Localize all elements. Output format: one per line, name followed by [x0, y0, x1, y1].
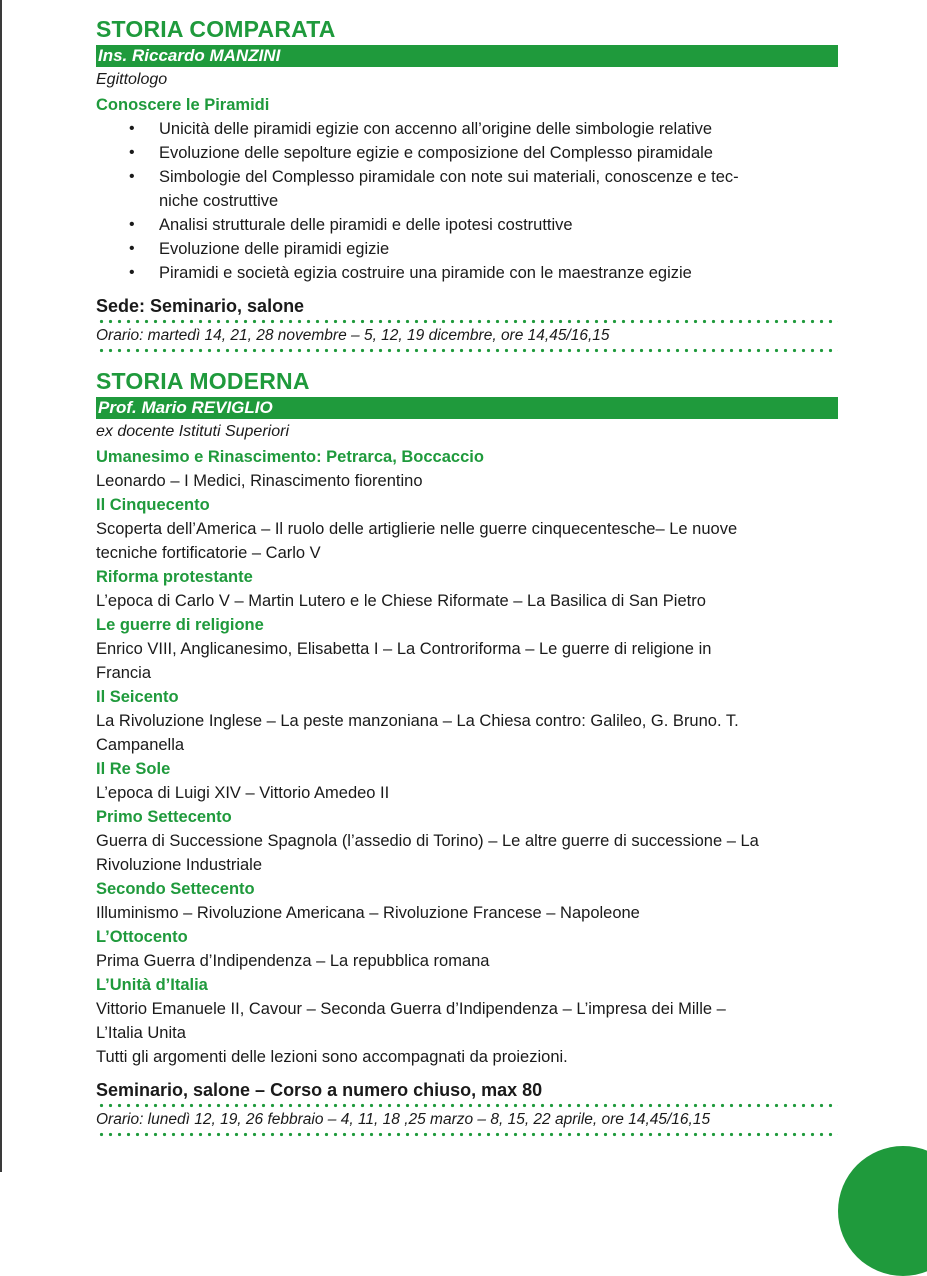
bullet-item: • Simbologie del Complesso piramidale con note sui materiali, conoscenze e tec- — [96, 165, 838, 189]
topic-heading: Il Seicento — [96, 688, 179, 706]
topic-block — [96, 877, 838, 925]
topic-text: L’epoca di Luigi XIV – Vittorio Amedeo II — [96, 784, 390, 802]
topic-block — [96, 805, 838, 877]
topic-text: Guerra di Successione Spagnola (l’assedio di Torino) – Le altre guerre di successione – La — [96, 832, 759, 850]
topic-text: Enrico VIII, Anglicanesimo, Elisabetta I – La Controriforma – Le guerre di religione in — [96, 640, 712, 658]
topic-text: Campanella — [96, 736, 185, 754]
topic-heading: L’Unità d’Italia — [96, 976, 208, 994]
topic-text: tecniche fortificatorie – Carlo V — [96, 544, 321, 562]
topic-text: L’Italia Unita — [96, 1024, 186, 1042]
topic-heading: Il Cinquecento — [96, 496, 210, 514]
section-title: STORIA MODERNA — [96, 368, 310, 394]
topic-block — [96, 757, 838, 805]
bullet-dot-icon: • — [129, 216, 135, 233]
topic-text: Rivoluzione Industriale — [96, 856, 263, 874]
topic-block — [96, 925, 838, 973]
bullet-item: • Unicità delle piramidi egizie con accenno all’origine delle simbologie relative — [96, 117, 838, 141]
dotted-divider — [96, 1132, 838, 1137]
bullet-item: • Evoluzione delle piramidi egizie — [96, 237, 838, 261]
bullet-dot-icon: • — [129, 120, 135, 137]
course-listing — [96, 14, 838, 1137]
course-storia-moderna — [96, 366, 838, 1137]
topic-block — [96, 445, 838, 493]
topic-text: L’epoca di Carlo V – Martin Lutero e le Chiese Riformate – La Basilica di San Pietro — [96, 592, 706, 610]
teacher-role: ex docente Istituti Superiori — [96, 423, 289, 440]
topic-block — [96, 613, 838, 685]
topic-heading: Le guerre di religione — [96, 616, 264, 634]
topic-text: La Rivoluzione Inglese – La peste manzoniana – La Chiesa contro: Galileo, G. Bruno. T. — [96, 712, 739, 730]
bullet-dot-icon: • — [129, 264, 135, 281]
bullet-item: • Evoluzione delle sepolture egizie e composizione del Complesso piramidale — [96, 141, 838, 165]
topic-text: Leonardo – I Medici, Rinascimento fiorentino — [96, 472, 423, 490]
course-subtitle: Conoscere le Piramidi — [96, 96, 270, 114]
topic-block — [96, 493, 838, 565]
topic-bullet-list — [96, 117, 838, 285]
course-schedule: Orario: martedì 14, 21, 28 novembre – 5, 12, 19 dicembre, ore 14,45/16,15 — [96, 327, 610, 344]
topic-text: Vittorio Emanuele II, Cavour – Seconda Guerra d’Indipendenza – L’impresa dei Mille – — [96, 1000, 726, 1018]
topic-text: Prima Guerra d’Indipendenza – La repubblica romana — [96, 952, 490, 970]
topic-block — [96, 973, 838, 1069]
teacher-name-bar: Ins. Riccardo MANZINI — [96, 45, 838, 67]
teacher-name-bar: Prof. Mario REVIGLIO — [96, 397, 838, 419]
topic-heading: L’Ottocento — [96, 928, 188, 946]
teacher-role: Egittologo — [96, 71, 168, 88]
course-venue: Seminario, salone – Corso a numero chiuso, max 80 — [96, 1080, 543, 1100]
topic-block — [96, 565, 838, 613]
page-edge-line — [0, 0, 2, 1172]
bullet-dot-icon: • — [129, 240, 135, 257]
bullet-dot-icon: • — [129, 144, 135, 161]
course-venue: Sede: Seminario, salone — [96, 296, 305, 316]
topic-heading: Secondo Settecento — [96, 880, 255, 898]
bullet-item: • Analisi strutturale delle piramidi e delle ipotesi costruttive — [96, 213, 838, 237]
topic-block — [96, 685, 838, 757]
dotted-divider — [96, 348, 838, 353]
bullet-item-continuation: niche costruttive — [159, 192, 279, 210]
topic-text: Francia — [96, 664, 152, 682]
topic-heading: Riforma protestante — [96, 568, 253, 586]
topic-heading: Umanesimo e Rinascimento: Petrarca, Boccaccio — [96, 448, 484, 466]
bullet-item: • Piramidi e società egizia costruire una piramide con le maestranze egizie — [96, 261, 838, 285]
decorative-corner-circle — [838, 1146, 927, 1276]
topic-text: Illuminismo – Rivoluzione Americana – Rivoluzione Francese – Napoleone — [96, 904, 640, 922]
topic-heading: Primo Settecento — [96, 808, 232, 826]
section-title: STORIA COMPARATA — [96, 16, 336, 42]
bullet-dot-icon: • — [129, 168, 135, 185]
topic-text: Scoperta dell’America – Il ruolo delle artiglierie nelle guerre cinquecentesche– Le nuove — [96, 520, 738, 538]
topic-text: Tutti gli argomenti delle lezioni sono accompagnati da proiezioni. — [96, 1048, 568, 1066]
topic-heading: Il Re Sole — [96, 760, 171, 778]
course-storia-comparata — [96, 14, 838, 353]
course-schedule: Orario: lunedì 12, 19, 26 febbraio – 4, 11, 18 ,25 marzo – 8, 15, 22 aprile, ore 14,45/16,15 — [96, 1111, 711, 1128]
